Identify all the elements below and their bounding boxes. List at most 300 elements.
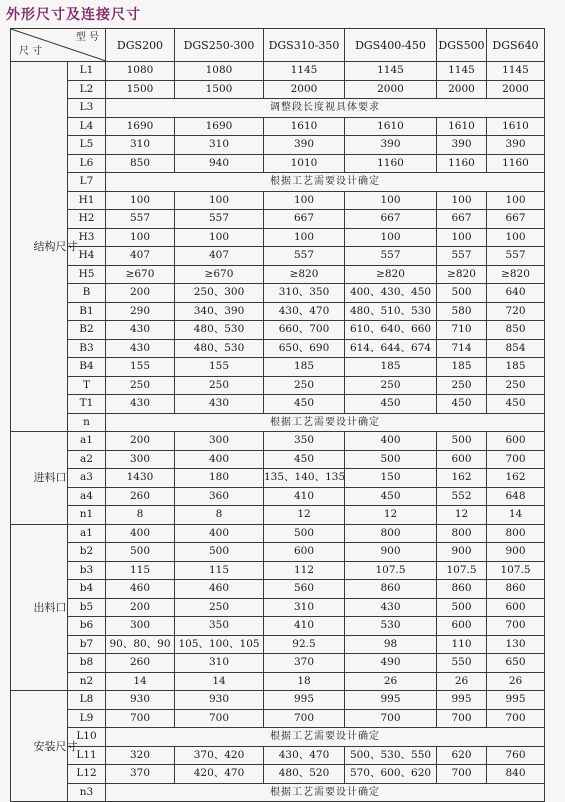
value-cell: 667 xyxy=(437,210,487,229)
value-cell: 260 xyxy=(106,654,175,673)
value-cell: 320 xyxy=(106,746,175,765)
value-cell: 600 xyxy=(437,617,487,636)
value-cell: 552 xyxy=(437,487,487,506)
value-cell: 1160 xyxy=(345,154,437,173)
value-cell: 390 xyxy=(264,136,345,155)
table-row xyxy=(11,487,545,506)
value-cell: 500 xyxy=(345,450,437,469)
table-row xyxy=(11,580,545,599)
dimension-code: H5 xyxy=(68,265,106,284)
value-cell: 250、300 xyxy=(175,284,264,303)
value-cell: 940 xyxy=(175,154,264,173)
value-cell: 100 xyxy=(345,228,437,247)
corner-label-model: 型 号 xyxy=(75,32,99,43)
value-cell: 840 xyxy=(487,765,545,784)
value-cell: 860 xyxy=(345,580,437,599)
value-cell: 310 xyxy=(175,136,264,155)
value-cell: 570、600、620 xyxy=(345,765,437,784)
table-row xyxy=(11,265,545,284)
value-cell: 1610 xyxy=(487,117,545,136)
value-cell: 110 xyxy=(437,635,487,654)
value-cell: 557 xyxy=(437,247,487,266)
value-cell: 340、390 xyxy=(175,302,264,321)
value-cell: 100 xyxy=(264,228,345,247)
value-cell: 995 xyxy=(437,691,487,710)
dimension-code: B xyxy=(68,284,106,303)
value-cell: 250 xyxy=(175,598,264,617)
table-row xyxy=(11,728,545,747)
value-cell: 614、644、674 xyxy=(345,339,437,358)
value-cell: 500 xyxy=(264,524,345,543)
dimension-code: L12 xyxy=(68,765,106,784)
dimension-code: B1 xyxy=(68,302,106,321)
table-row xyxy=(11,395,545,414)
value-cell: 1690 xyxy=(106,117,175,136)
value-cell: 100 xyxy=(106,228,175,247)
value-cell: 130 xyxy=(487,635,545,654)
value-cell: 700 xyxy=(345,709,437,728)
dimension-code: b5 xyxy=(68,598,106,617)
value-cell: 900 xyxy=(437,543,487,562)
table-row xyxy=(11,247,545,266)
model-header: DGS200 xyxy=(106,29,175,62)
value-cell: 98 xyxy=(345,635,437,654)
dimension-code: L8 xyxy=(68,691,106,710)
value-cell: 90、80、90 xyxy=(106,635,175,654)
value-cell: 300 xyxy=(175,432,264,451)
table-row xyxy=(11,617,545,636)
table-row xyxy=(11,561,545,580)
value-cell: 260 xyxy=(106,487,175,506)
group-label-text: 进料口 xyxy=(33,471,67,485)
group-label-text: 结构尺寸 xyxy=(33,240,78,253)
dimension-code: n2 xyxy=(68,672,106,691)
value-cell: 1610 xyxy=(264,117,345,136)
value-cell: 200 xyxy=(106,284,175,303)
dimension-code: L1 xyxy=(68,62,106,81)
value-cell: 1080 xyxy=(106,62,175,81)
dimension-code: T xyxy=(68,376,106,395)
table-row xyxy=(11,654,545,673)
value-cell: 180 xyxy=(175,469,264,488)
table-body xyxy=(11,62,545,802)
value-cell: 350 xyxy=(175,617,264,636)
value-cell: 2000 xyxy=(487,80,545,99)
value-cell: 250 xyxy=(345,376,437,395)
value-cell: 407 xyxy=(106,247,175,266)
value-cell: 400、430、450 xyxy=(345,284,437,303)
value-cell: 760 xyxy=(487,746,545,765)
value-cell: 600 xyxy=(487,432,545,451)
value-cell: 620 xyxy=(437,746,487,765)
model-header: DGS250-300 xyxy=(175,29,264,62)
value-cell: 1010 xyxy=(264,154,345,173)
value-cell: 460 xyxy=(175,580,264,599)
dimension-code: H3 xyxy=(68,228,106,247)
value-cell: 450 xyxy=(487,395,545,414)
value-cell: 290 xyxy=(106,302,175,321)
group-label-text: 出料口 xyxy=(33,600,67,614)
table-row xyxy=(11,543,545,562)
table-row xyxy=(11,469,545,488)
value-cell: 560 xyxy=(264,580,345,599)
value-cell: 100 xyxy=(106,191,175,210)
value-cell: 430 xyxy=(106,395,175,414)
value-cell: 610、640、660 xyxy=(345,321,437,340)
value-cell: 200 xyxy=(106,598,175,617)
value-cell: 135、140、135 xyxy=(264,469,345,488)
table-row xyxy=(11,635,545,654)
group-label xyxy=(11,524,68,691)
value-cell: 557 xyxy=(175,210,264,229)
value-cell: 26 xyxy=(345,672,437,691)
value-cell: 490 xyxy=(345,654,437,673)
value-cell: 250 xyxy=(175,376,264,395)
dimension-code: H4 xyxy=(68,247,106,266)
dimension-code: b7 xyxy=(68,635,106,654)
value-cell: 360 xyxy=(175,487,264,506)
dimension-table xyxy=(10,28,545,802)
table-row xyxy=(11,376,545,395)
value-cell: 500 xyxy=(437,432,487,451)
value-cell: 310、350 xyxy=(264,284,345,303)
dimension-code: a1 xyxy=(68,524,106,543)
merged-note-cell: 调整段长度视具体要求 xyxy=(106,99,545,118)
table-row xyxy=(11,228,545,247)
dimension-code: L11 xyxy=(68,746,106,765)
value-cell: 600 xyxy=(487,598,545,617)
value-cell: 185 xyxy=(345,358,437,377)
value-cell: 107.5 xyxy=(345,561,437,580)
dimension-code: L5 xyxy=(68,136,106,155)
value-cell: 400 xyxy=(345,432,437,451)
value-cell: 115 xyxy=(175,561,264,580)
dimension-code: a4 xyxy=(68,487,106,506)
value-cell: 995 xyxy=(345,691,437,710)
value-cell: 500 xyxy=(175,543,264,562)
value-cell: 600 xyxy=(437,450,487,469)
table-row xyxy=(11,302,545,321)
value-cell: 450 xyxy=(345,395,437,414)
value-cell: 710 xyxy=(437,321,487,340)
value-cell: 390 xyxy=(437,136,487,155)
table-row xyxy=(11,746,545,765)
value-cell: 18 xyxy=(264,672,345,691)
value-cell: 100 xyxy=(487,228,545,247)
value-cell: 660、700 xyxy=(264,321,345,340)
value-cell: 107.5 xyxy=(487,561,545,580)
value-cell: 1160 xyxy=(487,154,545,173)
value-cell: 100 xyxy=(345,191,437,210)
dimension-code: B4 xyxy=(68,358,106,377)
value-cell: 390 xyxy=(487,136,545,155)
dimension-code: H2 xyxy=(68,210,106,229)
dimension-code: H1 xyxy=(68,191,106,210)
value-cell: 450 xyxy=(437,395,487,414)
value-cell: 12 xyxy=(345,506,437,525)
table-row xyxy=(11,783,545,802)
value-cell: 105、100、105 xyxy=(175,635,264,654)
dimension-code: n xyxy=(68,413,106,432)
dimension-code: b6 xyxy=(68,617,106,636)
table-row xyxy=(11,321,545,340)
dimension-code: L6 xyxy=(68,154,106,173)
value-cell: ≥820 xyxy=(487,265,545,284)
value-cell: 714 xyxy=(437,339,487,358)
value-cell: 370 xyxy=(106,765,175,784)
dimension-code: a1 xyxy=(68,432,106,451)
dimension-code: B3 xyxy=(68,339,106,358)
value-cell: 2000 xyxy=(264,80,345,99)
table-row xyxy=(11,598,545,617)
value-cell: 500、530、550 xyxy=(345,746,437,765)
dimension-code: a3 xyxy=(68,469,106,488)
header-corner-cell xyxy=(11,29,106,62)
value-cell: 700 xyxy=(437,765,487,784)
value-cell: ≥820 xyxy=(345,265,437,284)
table-row xyxy=(11,99,545,118)
value-cell: 410 xyxy=(264,487,345,506)
value-cell: 14 xyxy=(487,506,545,525)
merged-note-cell: 根据工艺需要设计确定 xyxy=(106,413,545,432)
table-row xyxy=(11,691,545,710)
value-cell: 800 xyxy=(487,524,545,543)
value-cell: 860 xyxy=(437,580,487,599)
value-cell: 450 xyxy=(345,487,437,506)
value-cell: 720 xyxy=(487,302,545,321)
value-cell: 700 xyxy=(487,709,545,728)
value-cell: 200 xyxy=(106,432,175,451)
value-cell: 480、530 xyxy=(175,321,264,340)
dimension-code: a2 xyxy=(68,450,106,469)
value-cell: ≥670 xyxy=(175,265,264,284)
value-cell: 500 xyxy=(106,543,175,562)
value-cell: 667 xyxy=(345,210,437,229)
value-cell: 1610 xyxy=(345,117,437,136)
value-cell: 430 xyxy=(106,321,175,340)
dimension-code: b4 xyxy=(68,580,106,599)
value-cell: 112 xyxy=(264,561,345,580)
value-cell: 100 xyxy=(175,228,264,247)
value-cell: 430 xyxy=(106,339,175,358)
value-cell: 550 xyxy=(437,654,487,673)
value-cell: ≥670 xyxy=(106,265,175,284)
table-row xyxy=(11,117,545,136)
value-cell: 557 xyxy=(264,247,345,266)
value-cell: 480、510、530 xyxy=(345,302,437,321)
value-cell: 250 xyxy=(437,376,487,395)
dimension-code: L2 xyxy=(68,80,106,99)
value-cell: 12 xyxy=(264,506,345,525)
value-cell: 1145 xyxy=(264,62,345,81)
value-cell: 162 xyxy=(437,469,487,488)
value-cell: 2000 xyxy=(345,80,437,99)
page-title: 外形尺寸及连接尺寸 xyxy=(6,7,141,23)
value-cell: 14 xyxy=(106,672,175,691)
value-cell: 480、520 xyxy=(264,765,345,784)
value-cell: 557 xyxy=(487,247,545,266)
value-cell: 850 xyxy=(106,154,175,173)
dimension-code: L3 xyxy=(68,99,106,118)
value-cell: 107.5 xyxy=(437,561,487,580)
table-row xyxy=(11,210,545,229)
value-cell: 185 xyxy=(487,358,545,377)
value-cell: 557 xyxy=(345,247,437,266)
value-cell: 900 xyxy=(487,543,545,562)
value-cell: 650、690 xyxy=(264,339,345,358)
value-cell: 667 xyxy=(487,210,545,229)
value-cell: 12 xyxy=(437,506,487,525)
value-cell: 854 xyxy=(487,339,545,358)
value-cell: 185 xyxy=(437,358,487,377)
model-header: DGS640 xyxy=(487,29,545,62)
value-cell: 430 xyxy=(345,598,437,617)
table-row xyxy=(11,284,545,303)
group-label xyxy=(11,62,78,432)
value-cell: 100 xyxy=(437,228,487,247)
merged-note-cell: 根据工艺需要设计确定 xyxy=(106,783,545,802)
value-cell: 150 xyxy=(345,469,437,488)
value-cell: 370 xyxy=(264,654,345,673)
value-cell: 300 xyxy=(106,450,175,469)
dimension-code: b8 xyxy=(68,654,106,673)
value-cell: 650 xyxy=(487,654,545,673)
table-row xyxy=(11,709,545,728)
value-cell: 185 xyxy=(264,358,345,377)
value-cell: 155 xyxy=(175,358,264,377)
dimension-code: T1 xyxy=(68,395,106,414)
value-cell: 410 xyxy=(264,617,345,636)
value-cell: 115 xyxy=(106,561,175,580)
value-cell: 350 xyxy=(264,432,345,451)
header-row xyxy=(11,29,545,62)
table-row xyxy=(11,358,545,377)
value-cell: 2000 xyxy=(437,80,487,99)
value-cell: 450 xyxy=(264,450,345,469)
value-cell: 460 xyxy=(106,580,175,599)
value-cell: 1430 xyxy=(106,469,175,488)
dimension-code: n3 xyxy=(68,783,106,802)
table-row xyxy=(11,506,545,525)
value-cell: 800 xyxy=(437,524,487,543)
value-cell: 700 xyxy=(437,709,487,728)
value-cell: 250 xyxy=(487,376,545,395)
table-row xyxy=(11,80,545,99)
value-cell: 400 xyxy=(175,450,264,469)
value-cell: 26 xyxy=(487,672,545,691)
value-cell: 310 xyxy=(264,598,345,617)
value-cell: 100 xyxy=(175,191,264,210)
table-row xyxy=(11,450,545,469)
table-row xyxy=(11,136,545,155)
group-label-text: 安装尺寸 xyxy=(33,739,78,753)
merged-note-cell: 根据工艺需要设计确定 xyxy=(106,728,545,747)
value-cell: 500 xyxy=(437,598,487,617)
value-cell: ≥820 xyxy=(437,265,487,284)
value-cell: 420、470 xyxy=(175,765,264,784)
value-cell: 100 xyxy=(264,191,345,210)
value-cell: 930 xyxy=(175,691,264,710)
table-row xyxy=(11,432,545,451)
value-cell: 1160 xyxy=(437,154,487,173)
table-row xyxy=(11,154,545,173)
model-header: DGS500 xyxy=(437,29,487,62)
table-row xyxy=(11,173,545,192)
value-cell: 700 xyxy=(175,709,264,728)
value-cell: 310 xyxy=(175,654,264,673)
value-cell: 1500 xyxy=(106,80,175,99)
value-cell: 1145 xyxy=(437,62,487,81)
value-cell: 995 xyxy=(487,691,545,710)
model-header: DGS310-350 xyxy=(264,29,345,62)
value-cell: 26 xyxy=(437,672,487,691)
value-cell: 640 xyxy=(487,284,545,303)
model-header: DGS400-450 xyxy=(345,29,437,62)
value-cell: 250 xyxy=(264,376,345,395)
value-cell: 250 xyxy=(106,376,175,395)
value-cell: 1500 xyxy=(175,80,264,99)
value-cell: 92.5 xyxy=(264,635,345,654)
dimension-code: n1 xyxy=(68,506,106,525)
table-row xyxy=(11,62,545,81)
merged-note-cell: 根据工艺需要设计确定 xyxy=(106,173,545,192)
value-cell: 500 xyxy=(437,284,487,303)
group-label xyxy=(11,691,78,802)
value-cell: 995 xyxy=(264,691,345,710)
value-cell: 557 xyxy=(106,210,175,229)
table-row xyxy=(11,339,545,358)
value-cell: 480、530 xyxy=(175,339,264,358)
dimension-code: L10 xyxy=(68,728,106,747)
value-cell: 370、420 xyxy=(175,746,264,765)
value-cell: 100 xyxy=(437,191,487,210)
value-cell: 310 xyxy=(106,136,175,155)
dimension-code: L9 xyxy=(68,709,106,728)
table-row xyxy=(11,765,545,784)
table-row xyxy=(11,413,545,432)
value-cell: 430、470 xyxy=(264,746,345,765)
value-cell: 14 xyxy=(175,672,264,691)
value-cell: 430 xyxy=(175,395,264,414)
value-cell: 700 xyxy=(106,709,175,728)
value-cell: 700 xyxy=(487,617,545,636)
corner-label-dimension: 尺 寸 xyxy=(19,46,43,57)
value-cell: 930 xyxy=(106,691,175,710)
value-cell: 1690 xyxy=(175,117,264,136)
value-cell: 1145 xyxy=(345,62,437,81)
value-cell: 600 xyxy=(264,543,345,562)
dimension-code: L4 xyxy=(68,117,106,136)
value-cell: 430、470 xyxy=(264,302,345,321)
value-cell: 700 xyxy=(264,709,345,728)
table-row xyxy=(11,524,545,543)
value-cell: 1145 xyxy=(487,62,545,81)
value-cell: 530 xyxy=(345,617,437,636)
value-cell: 800 xyxy=(345,524,437,543)
value-cell: 407 xyxy=(175,247,264,266)
value-cell: 900 xyxy=(345,543,437,562)
value-cell: 450 xyxy=(264,395,345,414)
value-cell: 1080 xyxy=(175,62,264,81)
table-row xyxy=(11,191,545,210)
group-label xyxy=(11,432,68,525)
value-cell: 162 xyxy=(487,469,545,488)
value-cell: 850 xyxy=(487,321,545,340)
value-cell: 390 xyxy=(345,136,437,155)
dimension-code: B2 xyxy=(68,321,106,340)
value-cell: 400 xyxy=(106,524,175,543)
value-cell: ≥820 xyxy=(264,265,345,284)
